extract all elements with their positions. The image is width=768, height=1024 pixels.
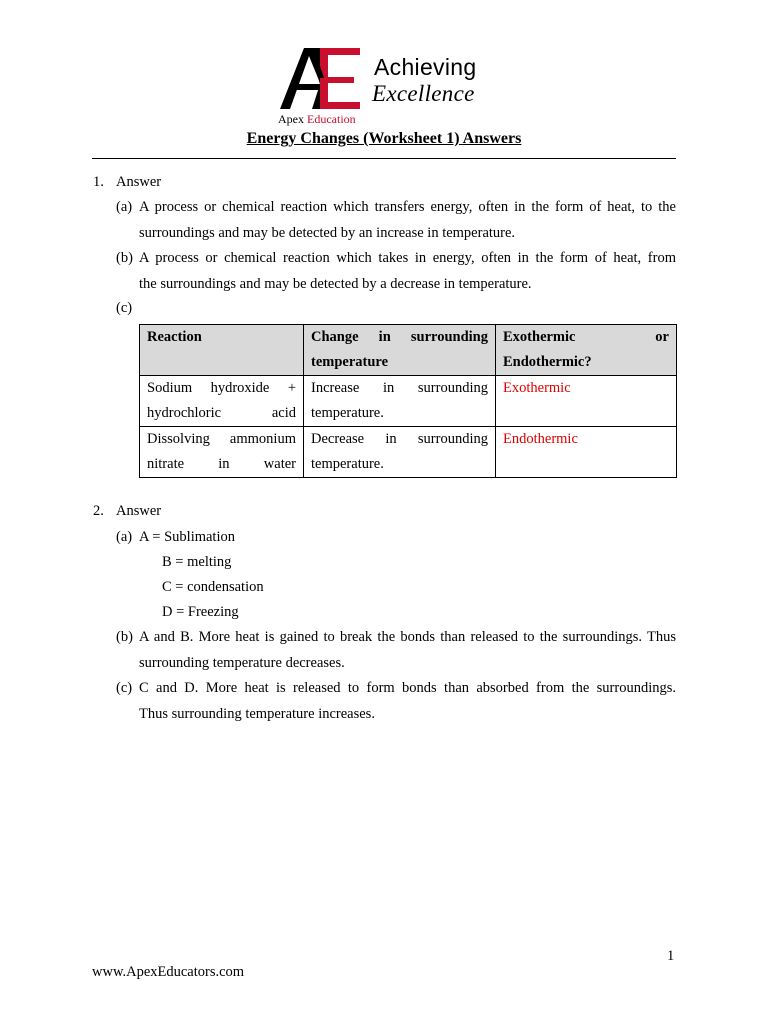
- table-row: [140, 427, 677, 478]
- cell-reaction: Dissolving ammonium nitrate in water: [140, 427, 304, 478]
- table-row: [140, 376, 677, 427]
- cell-type: Endothermic: [496, 427, 677, 478]
- logo-sub-apex: Apex: [278, 112, 304, 126]
- ae-logo-mark: [276, 44, 366, 114]
- q2-b-line1: A and B. More heat is gained to break the bonds than released to the surroundings. Thus: [139, 629, 676, 645]
- q2-b-marker: (b): [116, 629, 133, 645]
- reaction-table: [139, 324, 677, 478]
- q2-c-marker: (c): [116, 680, 133, 696]
- q2-number: 2.: [93, 503, 104, 519]
- q1-a-marker: (a): [116, 199, 133, 215]
- header-change-temperature: Change in surrounding temperature: [304, 325, 496, 376]
- page-number: 1: [667, 948, 675, 964]
- q1-b-line2: the surroundings and may be detected by a decrease in temperature.: [139, 276, 532, 292]
- page-title-text: Energy Changes (Worksheet 1) Answers: [246, 130, 522, 147]
- footer-website: www.ApexEducators.com: [92, 964, 245, 980]
- cell-change: Increase in surrounding temperature.: [304, 376, 496, 427]
- logo-subtitle: [278, 112, 356, 127]
- q2-a-item: A = Sublimation: [139, 529, 235, 545]
- logo-text-achieving: Achieving: [374, 54, 477, 80]
- q2-b-line2: surrounding temperature decreases.: [139, 655, 345, 671]
- page-title: [0, 130, 768, 148]
- cell-reaction: Sodium hydroxide + hydrochloric acid: [140, 376, 304, 427]
- q1-c-marker: (c): [116, 300, 133, 316]
- q1-a-line1: A process or chemical reaction which transfers energy, often in the form of heat, to the: [139, 199, 676, 215]
- q2-a-marker: (a): [116, 529, 133, 545]
- q2-a-item: C = condensation: [162, 579, 264, 595]
- q2-c-line1: C and D. More heat is released to form bonds than absorbed from the surroundings.: [139, 680, 676, 696]
- logo-sub-education: Education: [307, 112, 356, 126]
- q1-b-line1: A process or chemical reaction which takes in energy, often in the form of heat, from: [139, 250, 676, 266]
- q1-a-line2: surroundings and may be detected by an increase in temperature.: [139, 225, 516, 241]
- table-header-row: [140, 325, 677, 376]
- q2-label: Answer: [116, 503, 162, 519]
- title-divider: [92, 158, 676, 159]
- q1-label: Answer: [116, 174, 162, 190]
- apex-education-logo: [276, 44, 496, 130]
- q2-c-line2: Thus surrounding temperature increases.: [139, 706, 375, 722]
- q1-number: 1.: [93, 174, 104, 190]
- cell-change: Decrease in surrounding temperature.: [304, 427, 496, 478]
- header-reaction: Reaction: [140, 325, 304, 376]
- q2-a-item: B = melting: [162, 554, 232, 570]
- cell-type: Exothermic: [496, 376, 677, 427]
- q1-b-marker: (b): [116, 250, 133, 266]
- logo-text-excellence: Excellence: [372, 81, 475, 106]
- q2-a-item: D = Freezing: [162, 604, 239, 620]
- header-exo-endo: Exothermic or Endothermic?: [496, 325, 677, 376]
